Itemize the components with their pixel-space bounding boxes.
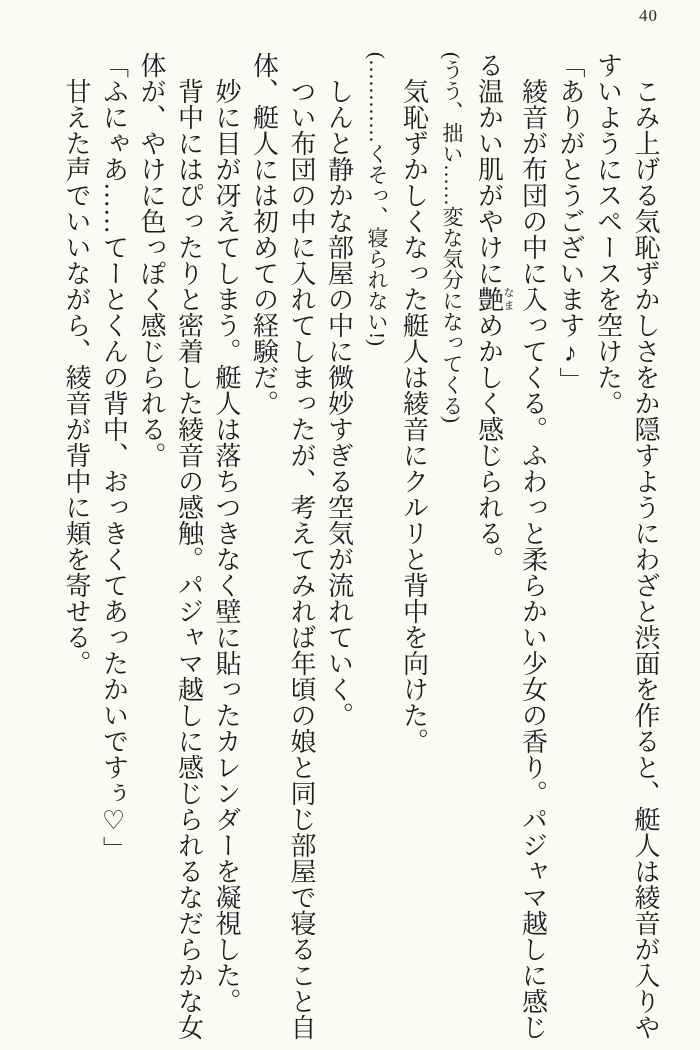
text-line: 妙に目が冴えてしまう。艇人は落ちつきなく壁に貼ったカレンダーを凝視した。 bbox=[212, 78, 241, 1014]
text-line: しんと静かな部屋の中に微妙すぎる空気が流れていく。 bbox=[324, 78, 354, 728]
text-line: 気恥ずかしくなった艇人は綾音にクルリと背中を向けた。 bbox=[399, 78, 429, 754]
text-line: 甘えた声でいいながら、綾音が背中に頬を寄せる。 bbox=[62, 78, 91, 676]
text-line: 体、艇人には初めての経験だ。 bbox=[249, 52, 279, 416]
text-line: る温かい肌がやけに艶なまめかしく感じられる。 bbox=[474, 52, 514, 572]
text-line: (…………くそっ、寝られない!) bbox=[365, 52, 389, 346]
text-line: つい布団の中に入れてしまったが、考えてみれば年頃の娘と同じ部屋で寝ること自 bbox=[287, 78, 316, 1040]
text-line: 体が、やけに色っぽく感じられる。 bbox=[137, 52, 166, 468]
ruby-annotated-character: 艶なま bbox=[474, 286, 514, 312]
text-line: 綾音が布団の中に入ってくる。ふわっと柔らかい少女の香り。パジャマ越しに感じ bbox=[518, 78, 548, 1040]
text-line: 「ふにゃあ……てーとくんの背中、おっきくてあったかいですぅ♡」 bbox=[99, 52, 129, 862]
page-number: 40 bbox=[639, 6, 658, 25]
text-line: すいようにスペースを空けた。 bbox=[593, 52, 623, 416]
text-line: こみ上げる気恥ずかしさをか隠すようにわざと渋面を作ると、艇人は綾音が入りや bbox=[631, 78, 660, 1040]
text-line: (うう、拙い……変な気分になってくる) bbox=[440, 52, 464, 423]
text-columns bbox=[58, 52, 665, 1044]
text-line: 「ありがとうございます♪」 bbox=[556, 52, 585, 393]
text-line: 背中にはぴったりと密着した綾音の感触。パジャマ越しに感じられるなだらかな女 bbox=[174, 78, 204, 1040]
